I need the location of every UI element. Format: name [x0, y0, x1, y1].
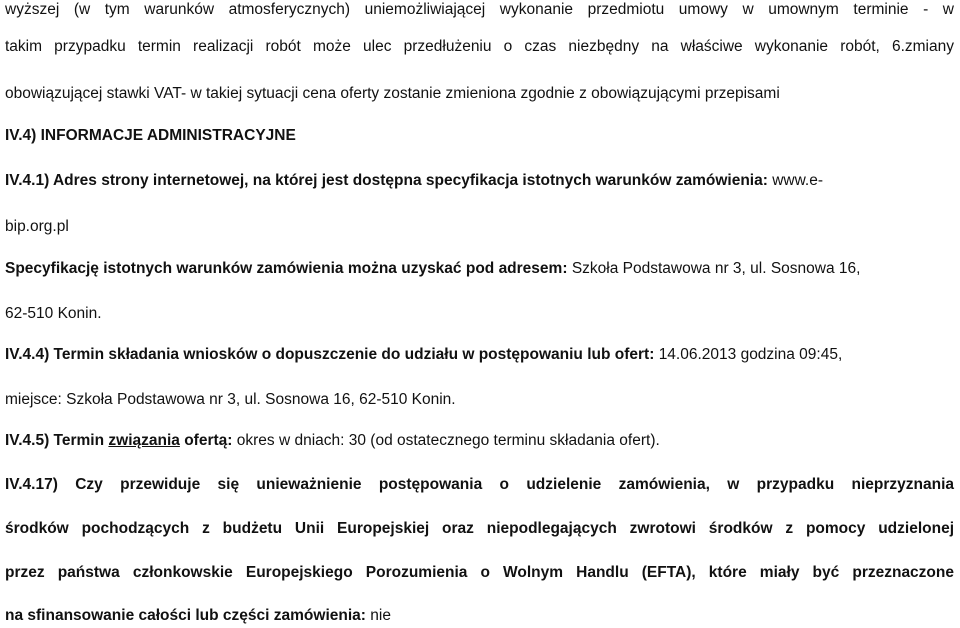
- paragraph-line-1: wyższej (w tym warunków atmosferycznych) uniemożliwiającej wykonanie przedmiotu umowy w umownym terminie - w: [5, 1, 954, 18]
- section-4-4-1-label: IV.4.1) Adres strony internetowej, na której jest dostępna specyfikacja istotnych warunków zamówienia:: [5, 172, 768, 189]
- spec-address: [5, 259, 954, 279]
- section-4-4-17-question-end: na sfinansowanie całości lub części zamówienia:: [5, 607, 366, 624]
- section-4-4-1-value-start: www.e-: [772, 172, 824, 189]
- paragraph-line-3: obowiązującej stawki VAT- w takiej sytuacji cena oferty zostanie zmieniona zgodnie z obowiązującymi przepisami: [5, 85, 780, 102]
- spec-address-value-start: Szkoła Podstawowa nr 3, ul. Sosnowa 16,: [571, 260, 861, 277]
- section-4-4-4-date: 14.06.2013 godzina 09:45,: [658, 346, 843, 363]
- section-4-4-4: [5, 345, 954, 365]
- section-4-4-17-line-4: [5, 606, 954, 626]
- section-4-4-1: [5, 171, 954, 191]
- section-4-4-5-label-underlined: związania: [108, 432, 180, 449]
- section-4-4-5-label-b: ofertą:: [179, 432, 233, 449]
- section-4-4-5-label: [5, 432, 232, 449]
- section-heading: IV.4) INFORMACJE ADMINISTRACYJNE: [5, 127, 296, 144]
- section-4-4-5-value: okres w dniach: 30 (od ostatecznego terminu składania ofert).: [236, 432, 660, 449]
- spec-address-label: Specyfikację istotnych warunków zamówienia można uzyskać pod adresem:: [5, 260, 568, 277]
- section-4-4-1-value-end: bip.org.pl: [5, 218, 69, 235]
- paragraph-line-2: takim przypadku termin realizacji robót może ulec przedłużeniu o czas niezbędny na właściwe wykonanie robót, 6.zmiany: [5, 38, 954, 55]
- section-4-4-17-line-2: środków pochodzących z budżetu Unii Europejskiej oraz niepodlegających zwrotowi środków z pomocy udzielonej: [5, 520, 954, 537]
- section-4-4-17-line-3: przez państwa członkowskie Europejskiego Porozumienia o Wolnym Handlu (EFTA), które miały być przeznaczone: [5, 564, 954, 581]
- section-4-4-4-label: IV.4.4) Termin składania wniosków o dopuszczenie do udziału w postępowaniu lub ofert:: [5, 346, 655, 363]
- section-4-4-5-label-a: IV.4.5) Termin: [5, 432, 109, 449]
- section-4-4-4-place: miejsce: Szkoła Podstawowa nr 3, ul. Sosnowa 16, 62-510 Konin.: [5, 391, 456, 408]
- section-4-4-17-line-1: IV.4.17) Czy przewiduje się unieważnienie postępowania o udzielenie zamówienia, w przypadku nieprzyznania: [5, 476, 954, 493]
- section-4-4-5: [5, 431, 954, 451]
- spec-address-value-end: 62-510 Konin.: [5, 305, 102, 322]
- section-4-4-17-answer: nie: [370, 607, 391, 624]
